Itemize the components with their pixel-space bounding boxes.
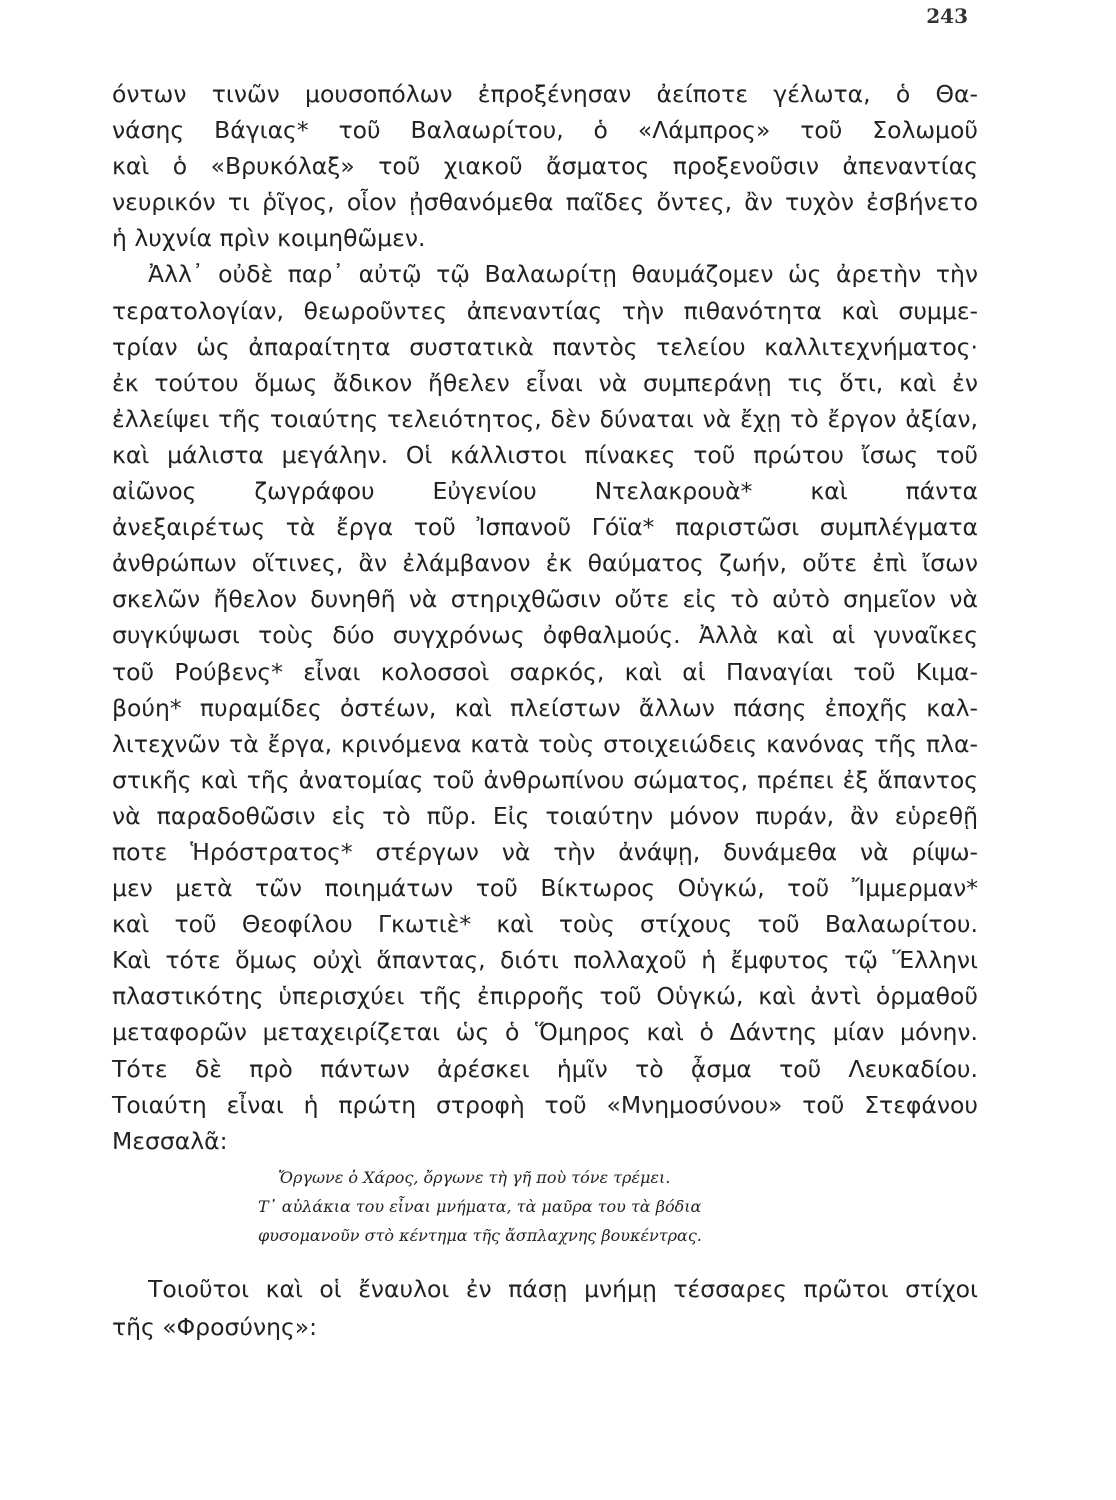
text-line: Τοιοῦτοι καὶ οἱ ἔναυλοι ἐν πάσῃ μνήμῃ τέσσαρες πρῶτοι στίχοι	[148, 1275, 978, 1303]
text-line: καὶ ὁ «Βρυκόλαξ» τοῦ χιακοῦ ἄσματος προξενοῦσιν ἀπεναντίας	[112, 152, 978, 181]
closing-paragraph	[112, 1270, 978, 1346]
verse-quotation	[258, 1163, 938, 1250]
text-line: νευρικόν τι ῥῖγος, οἷον ᾐσθανόμεθα παῖδες ὄντες, ἂν τυχὸν ἐσβήνετο	[112, 188, 978, 217]
text-line: τρίαν ὡς ἀπαραίτητα συστατικὰ παντὸς τελείου καλλιτεχνήματος·	[112, 332, 978, 361]
body-text	[112, 76, 978, 1159]
text-line: συγκύψωσι τοὺς δύο συγχρόνως ὀφθαλμούς. Ἀλλὰ καὶ αἱ γυναῖκες	[112, 621, 978, 650]
text-line: Καὶ τότε ὅμως οὐχὶ ἅπαντας, διότι πολλαχοῦ ἡ ἔμφυτος τῷ Ἕλληνι	[112, 946, 978, 975]
text-line: στικῆς καὶ τῆς ἀνατομίας τοῦ ἀνθρωπίνου σώματος, πρέπει ἐξ ἅπαντος	[112, 765, 978, 794]
text-line: αἰῶνος ζωγράφου Εὐγενίου Ντελακρουὰ* καὶ πάντα	[112, 477, 978, 506]
text-line: Τότε δὲ πρὸ πάντων ἀρέσκει ἡμῖν τὸ ᾆσμα τοῦ Λευκαδίου.	[112, 1054, 978, 1083]
text-line: μεταφορῶν μεταχειρίζεται ὡς ὁ Ὅμηρος καὶ ὁ Δάντης μίαν μόνην.	[112, 1018, 978, 1047]
text-line: Τοιαύτη εἶναι ἡ πρώτη στροφὴ τοῦ «Μνημοσύνου» τοῦ Στεφάνου	[112, 1090, 978, 1119]
text-line: νὰ παραδοθῶσιν εἰς τὸ πῦρ. Εἰς τοιαύτην μόνον πυράν, ἂν εὑρεθῇ	[112, 801, 978, 830]
text-line: καὶ μάλιστα μεγάλην. Οἱ κάλλιστοι πίνακες τοῦ πρώτου ἴσως τοῦ	[112, 440, 978, 469]
text-line: Ἀλλ᾽ οὐδὲ παρ᾽ αὐτῷ τῷ Βαλαωρίτῃ θαυμάζομεν ὡς ἀρετὴν τὴν	[148, 260, 978, 289]
text-line: μεν μετὰ τῶν ποιημάτων τοῦ Βίκτωρος Οὑγκώ, τοῦ Ἴμμερμαν*	[112, 874, 978, 903]
text-line: νάσης Βάγιας* τοῦ Βαλαωρίτου, ὁ «Λάμπρος» τοῦ Σολωμοῦ	[112, 116, 978, 145]
text-line: βούη* πυραμίδες ὀστέων, καὶ πλείστων ἄλλων πάσης ἐποχῆς καλ-	[112, 693, 978, 722]
text-line: πλαστικότης ὑπερισχύει τῆς ἐπιρροῆς τοῦ Οὑγκώ, καὶ ἀντὶ ὁρμαθοῦ	[112, 982, 978, 1011]
text-line: ἀνθρώπων οἵτινες, ἂν ἐλάμβανον ἐκ θαύματος ζωήν, οὔτε ἐπὶ ἴσων	[112, 549, 978, 578]
text-line: ἡ λυχνία πρὶν κοιμηθῶμεν.	[112, 224, 426, 253]
text-line: Μεσσαλᾶ:	[112, 1126, 228, 1155]
text-line: όντων τινῶν μουσοπόλων ἐπροξένησαν ἀείποτε γέλωτα, ὁ Θα-	[112, 80, 978, 108]
text-line: ποτε Ἡρόστρατος* στέργων νὰ τὴν ἀνάψῃ, δυνάμεθα νὰ ρίψω-	[112, 837, 978, 866]
text-line: τερατολογίαν, θεωροῦντες ἀπεναντίας τὴν πιθανότητα καὶ συμμε-	[112, 296, 978, 325]
text-line: λιτεχνῶν τὰ ἔργα, κρινόμενα κατὰ τοὺς στοιχειώδεις κανόνας τῆς πλα-	[112, 729, 978, 758]
text-line: καὶ τοῦ Θεοφίλου Γκωτιὲ* καὶ τοὺς στίχους τοῦ Βαλαωρίτου.	[112, 910, 978, 939]
text-line: ἐκ τούτου ὅμως ἄδικον ἤθελεν εἶναι νὰ συμπεράνῃ τις ὅτι, καὶ ἐν	[112, 368, 978, 397]
verse-line: Ὄργωνε ὁ Χάρος, ὄργωνε τὴ γῆ ποὺ τόνε τρέμει.	[278, 1168, 671, 1187]
text-line: ἐλλείψει τῆς τοιαύτης τελειότητος, δὲν δύναται νὰ ἔχῃ τὸ ἔργον ἀξίαν,	[112, 404, 978, 433]
text-line: τῆς «Φροσύνης»:	[112, 1313, 318, 1341]
page-number: 243	[926, 4, 968, 28]
text-line: σκελῶν ἤθελον δυνηθῆ νὰ στηριχθῶσιν οὔτε εἰς τὸ αὐτὸ σημεῖον νὰ	[112, 585, 978, 614]
text-line: ἀνεξαιρέτως τὰ ἔργα τοῦ Ἰσπανοῦ Γόϊα* παριστῶσι συμπλέγματα	[112, 513, 978, 542]
verse-line: Τ᾽ αὐλάκια του εἶναι μνήματα, τὰ μαῦρα του τὰ βόδια	[258, 1197, 702, 1216]
text-line: τοῦ Ρούβενς* εἶναι κολοσσοὶ σαρκός, καὶ αἱ Παναγίαι τοῦ Κιμα-	[112, 657, 978, 686]
verse-line: φυσομανοῦν στὸ κέντημα τῆς ἄσπλαχνης βουκέντρας.	[258, 1226, 702, 1245]
